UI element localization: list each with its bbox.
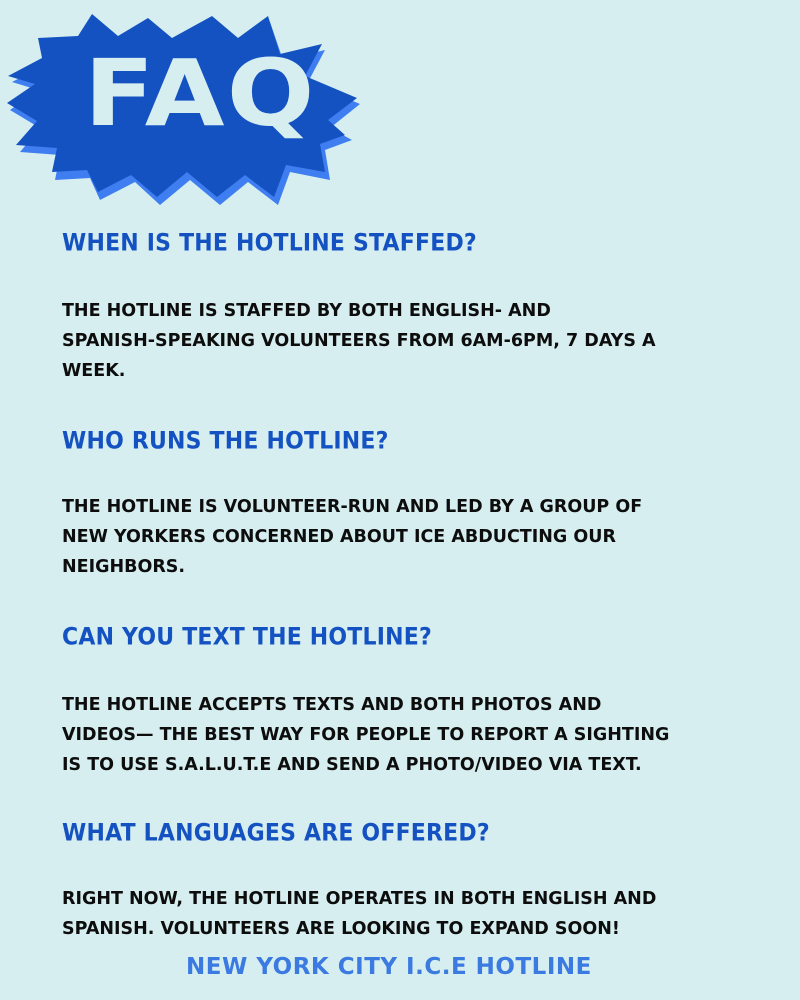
answer-line: RIGHT NOW, THE HOTLINE OPERATES IN BOTH ENGLISH AND [62, 889, 657, 909]
answer-line: THE HOTLINE ACCEPTS TEXTS AND BOTH PHOTOS AND [62, 695, 602, 715]
faq-item-text [62, 624, 742, 775]
faq-answer [62, 884, 656, 944]
faq-item-languages [62, 820, 742, 939]
faq-item-staffed [62, 230, 742, 381]
faq-answer [62, 296, 656, 386]
answer-line: NEW YORKERS CONCERNED ABOUT ICE ABDUCTING OUR [62, 527, 616, 547]
faq-question: WHAT LANGUAGES ARE OFFERED? [62, 820, 490, 847]
faq-title: FAQ [84, 40, 317, 147]
faq-answer [62, 690, 669, 780]
answer-line: VIDEOS— THE BEST WAY FOR PEOPLE TO REPORT A SIGHTING [62, 725, 670, 745]
answer-line: THE HOTLINE IS VOLUNTEER-RUN AND LED BY A GROUP OF [62, 497, 643, 517]
footer-hotline-name: NEW YORK CITY I.C.E HOTLINE [186, 954, 592, 980]
answer-line: THE HOTLINE IS STAFFED BY BOTH ENGLISH- AND [62, 301, 551, 321]
answer-line: SPANISH. VOLUNTEERS ARE LOOKING TO EXPAND SOON! [62, 919, 620, 939]
faq-item-who-runs [62, 428, 742, 577]
faq-question: WHEN IS THE HOTLINE STAFFED? [62, 230, 477, 257]
faq-question: CAN YOU TEXT THE HOTLINE? [62, 624, 432, 651]
faq-answer [62, 492, 642, 582]
faq-question: WHO RUNS THE HOTLINE? [62, 428, 389, 455]
answer-line: IS TO USE S.A.L.U.T.E AND SEND A PHOTO/VIDEO VIA TEXT. [62, 755, 642, 775]
answer-line: SPANISH-SPEAKING VOLUNTEERS FROM 6AM-6PM, 7 DAYS A [62, 331, 656, 351]
answer-line: WEEK. [62, 361, 126, 381]
answer-line: NEIGHBORS. [62, 557, 186, 577]
faq-badge [0, 0, 380, 210]
